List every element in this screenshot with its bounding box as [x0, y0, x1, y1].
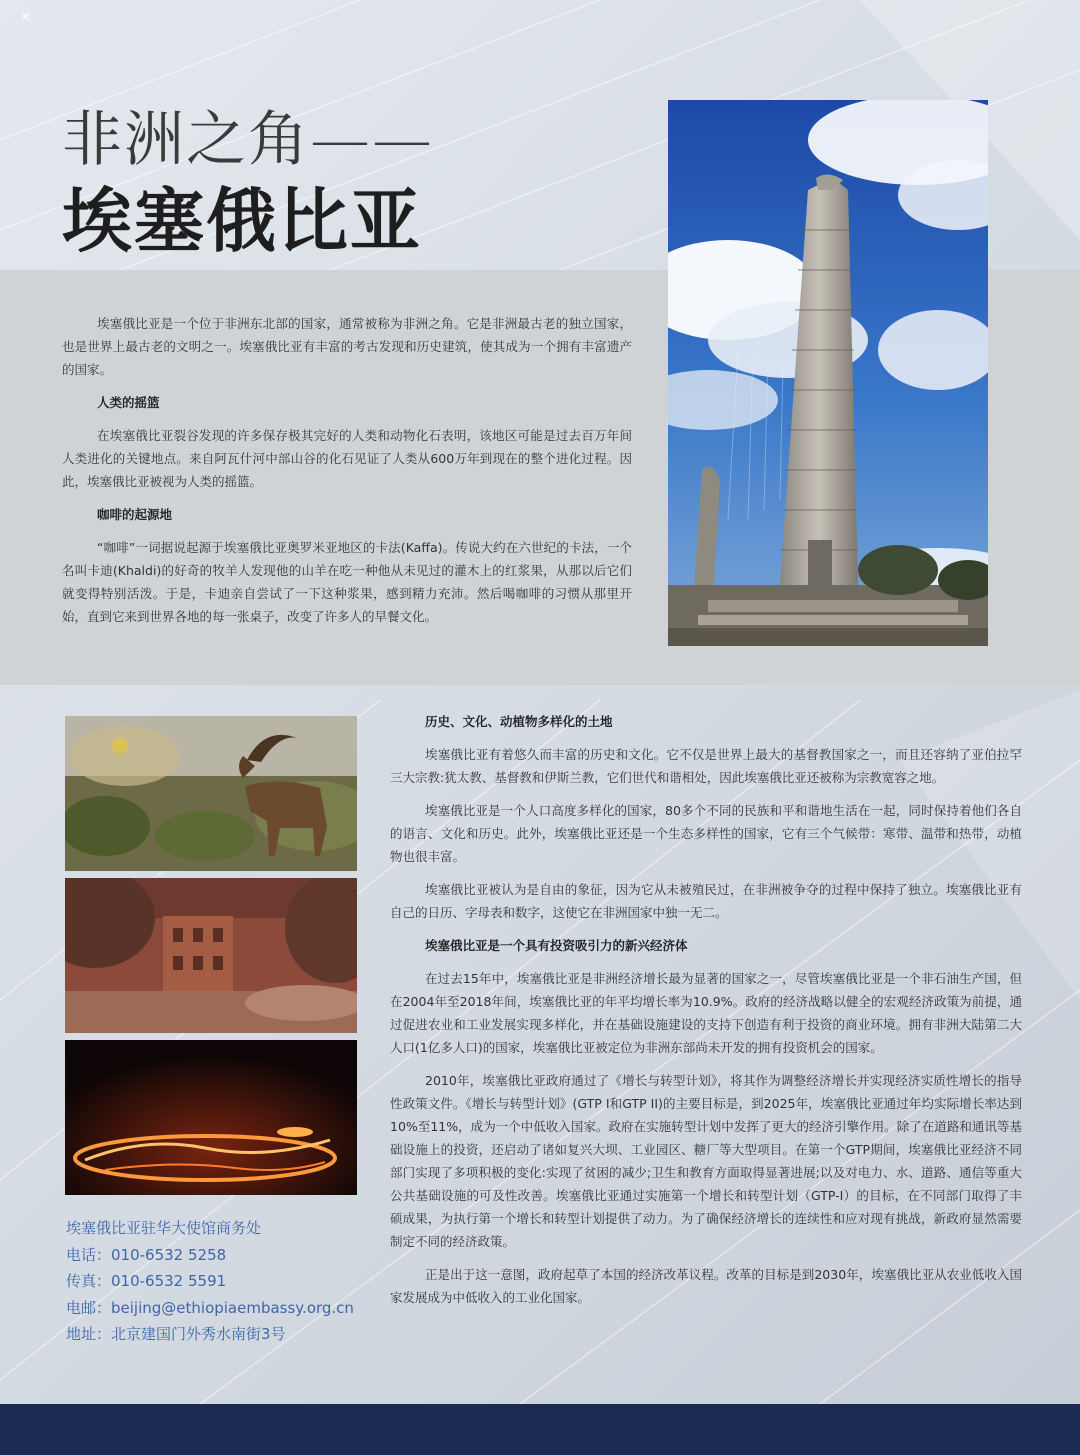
obelisk-photo — [668, 100, 988, 646]
section-heading-history: 历史、文化、动植物多样化的土地 — [425, 714, 613, 729]
economy-paragraph-3: 正是出于这一意图，政府起草了本国的经济改革议程。改革的目标是到2030年，埃塞俄比亚从农业低收入国家发展成为中低收入的工业化国家。 — [390, 1267, 1022, 1305]
economy-paragraph-1: 在过去15年中，埃塞俄比亚是非洲经济增长最为显著的国家之一，尽管埃塞俄比亚是一个非石油生产国，但在2004年至2018年间，埃塞俄比亚的年平均增长率为10.9%。政府的经济战略以健全的宏观经济政策为前提，通过促进农业和工业发展实现多样化，并在基础设施建设的支持下创造有利于投资的商业环境。拥有非洲大陆第二大人口(1亿多人口)的国家，埃塞俄比亚被定位为非洲东部尚未开发的拥有投资机会的国家。 — [390, 971, 1022, 1055]
history-paragraph-3: 埃塞俄比亚被认为是自由的象征，因为它从未被殖民过，在非洲被争夺的过程中保持了独立。埃塞俄比亚有自己的日历、字母表和数字，这使它在非洲国家中独一无二。 — [390, 882, 1022, 920]
page-title-line1: 非洲之角—— — [62, 105, 434, 175]
section-heading-economy: 埃塞俄比亚是一个具有投资吸引力的新兴经济体 — [425, 938, 688, 953]
economy-paragraph-2: 2010年，埃塞俄比亚政府通过了《增长与转型计划》，将其作为调整经济增长并实现经济实质性增长的指导性政策文件。《增长与转型计划》(GTP I和GTP II)的主要目标是，到2025年，埃塞俄比亚通过年均实际增长率达到10%至11%，成为一个中低收入国家。政府在实施转型计划中发挥了更大的经济引擎作用。除了在道路和通讯等基础设施上的投资，还启动了诸如复兴大坝、工业园区、糖厂等大型项目。在第一个GTP期间，埃塞俄比亚经济不同部门实现了多项积极的变化:实现了贫困的减少;卫生和教育方面取得显著进展;以及对电力、水、道路、通信等重大公共基础设施的可及性改善。埃塞俄比亚通过实施第一个增长和转型计划（GTP-I）的目标，在不同部门取得了丰硕成果，为执行第一个增长和转型计划提供了动力。为了确保经济增长的连续性和应对现有挑战，新政府显然需要制定不同的经济政策。 — [390, 1073, 1022, 1249]
intro-paragraph: 埃塞俄比亚是一个位于非洲东北部的国家，通常被称为非洲之角。它是非洲最古老的独立国家，也是世界上最古老的文明之一。埃塞俄比亚有丰富的考古发现和历史建筑，使其成为一个拥有丰富遗产的国家。 — [62, 316, 632, 377]
footer-bar — [0, 1404, 1080, 1455]
contact-info — [66, 1215, 376, 1348]
ibex-photo — [65, 716, 357, 871]
lava-lake-photo — [65, 1040, 357, 1195]
section-heading-cradle: 人类的摇篮 — [97, 395, 160, 410]
rock-church-photo — [65, 878, 357, 1033]
close-icon[interactable]: ✕ — [20, 10, 31, 25]
contact-phone: 电话：010-6532 5258 — [66, 1245, 227, 1264]
cradle-paragraph: 在埃塞俄比亚裂谷发现的许多保存极其完好的人类和动物化石表明，该地区可能是过去百万年间人类进化的关键地点。来自阿瓦什河中部山谷的化石见证了人类从600万年到现在的整个进化过程。因此，埃塞俄比亚被视为人类的摇篮。 — [62, 428, 632, 489]
coffee-paragraph: “咖啡”一词据说起源于埃塞俄比亚奥罗米亚地区的卡法(Kaffa)。传说大约在六世纪的卡法，一个名叫卡迪(Khaldi)的好奇的牧羊人发现他的山羊在吃一种他从未见过的灌木上的红浆果，从那以后它们就变得特别活泼。于是，卡迪亲自尝试了一下这种浆果，感到精力充沛。然后喝咖啡的习惯从那里开始，直到它来到世界各地的每一张桌子，改变了许多人的早餐文化。 — [62, 540, 632, 624]
intro-column — [62, 312, 632, 628]
contact-fax: 传真：010-6532 5591 — [66, 1272, 227, 1290]
section-heading-coffee: 咖啡的起源地 — [97, 507, 173, 522]
main-column — [390, 710, 1022, 1309]
history-paragraph-2: 埃塞俄比亚是一个人口高度多样化的国家，80多个不同的民族和平和谐地生活在一起，同时保持着他们各自的语言、文化和历史。此外，埃塞俄比亚还是一个生态多样性的国家，它有三个气候带：寒带、温带和热带，动植物也很丰富。 — [390, 803, 1022, 864]
page-title-line2: 埃塞俄比亚 — [62, 180, 422, 262]
contact-address: 地址：北京建国门外秀水南街3号 — [66, 1325, 286, 1343]
contact-organization: 埃塞俄比亚驻华大使馆商务处 — [66, 1219, 262, 1237]
contact-email: 电邮：beijing@ethiopiaembassy.org.cn — [66, 1298, 354, 1317]
history-paragraph-1: 埃塞俄比亚有着悠久而丰富的历史和文化。它不仅是世界上最大的基督教国家之一，而且还容纳了亚伯拉罕三大宗教:犹太教、基督教和伊斯兰教，它们世代和谐相处，因此埃塞俄比亚还被称为宗教宽容之地。 — [390, 747, 1022, 785]
